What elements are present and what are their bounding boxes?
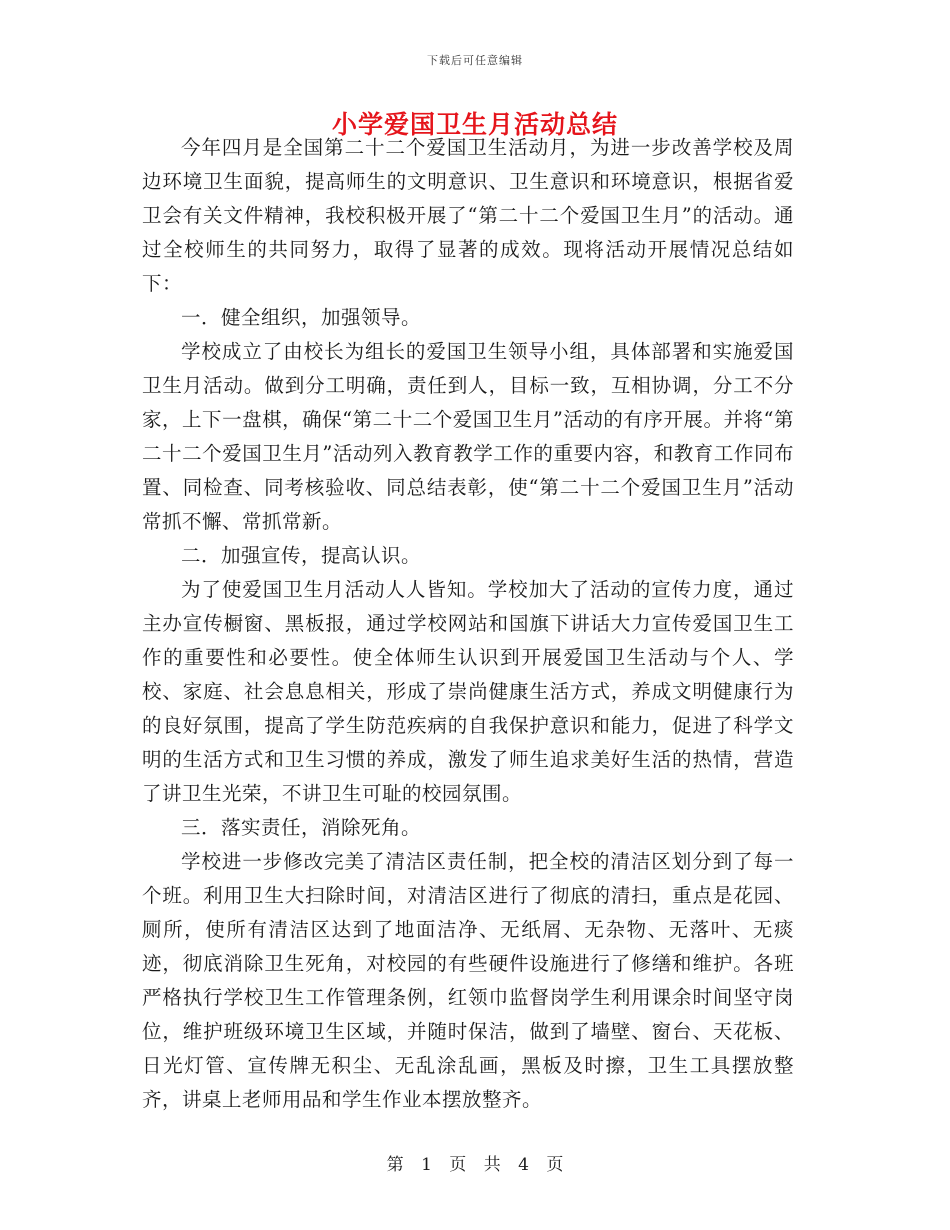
page-footer: [0, 1150, 950, 1175]
paragraph-section-3: 学校进一步修改完美了清洁区责任制，把全校的清洁区划分到了每一个班。利用卫生大扫除时间，对清洁区进行了彻底的清扫，重点是花园、厕所，使所有清洁区达到了地面洁净、无纸屑、无杂物、无落叶、无痰迹，彻底消除卫生死角，对校园的有些硬件设施进行了修缮和维护。各班严格执行学校卫生工作管理条例，红领巾监督岗学生利用课余时间坚守岗位，维护班级环境卫生区域，并随时保洁，做到了墙壁、窗台、天花板、日光灯管、宣传牌无积尘、无乱涂乱画，黑板及时擦，卫生工具摆放整齐，讲桌上老师用品和学生作业本摆放整齐。: [142, 850, 794, 1111]
section-heading-2: 二．加强宣传，提高认识。: [181, 544, 422, 567]
document-title: 小学爱国卫生月活动总结: [331, 110, 618, 139]
footer-suffix: 页: [546, 1155, 564, 1175]
footer-total-pages: 4: [518, 1155, 529, 1175]
footer-total-word: 共: [483, 1155, 501, 1175]
paragraph-section-2: 为了使爱国卫生月活动人人皆知。学校加大了活动的宣传力度，通过主办宣传橱窗、黑板报，通过学校网站和国旗下讲话大力宣传爱国卫生工作的重要性和必要性。使全体师生认识到开展爱国卫生活动与个人、学校、家庭、社会息息相关，形成了崇尚健康生活方式，养成文明健康行为的良好氛围，提高了学生防范疾病的自我保护意识和能力，促进了科学文明的生活方式和卫生习惯的养成，激发了师生追求美好生活的热情，营造了讲卫生光荣，不讲卫生可耻的校园氛围。: [142, 578, 794, 805]
paragraph-section-1: 学校成立了由校长为组长的爱国卫生领导小组，具体部署和实施爱国卫生月活动。做到分工明确，责任到人，目标一致，互相协调，分工不分家，上下一盘棋，确保“第二十二个爱国卫生月”活动的有序开展。并将“第二十二个爱国卫生月”活动列入教育教学工作的重要内容，和教育工作同布置、同检查、同考核验收、同总结表彰，使“第二十二个爱国卫生月”活动常抓不懈、常抓常新。: [142, 340, 794, 533]
section-heading-3: 三．落实责任，消除死角。: [181, 816, 422, 839]
paragraph-intro: 今年四月是全国第二十二个爱国卫生活动月，为进一步改善学校及周边环境卫生面貌，提高师生的文明意识、卫生意识和环境意识，根据省爱卫会有关文件精神，我校积极开展了“第二十二个爱国卫生月”的活动。通过全校师生的共同努力，取得了显著的成效。现将活动开展情况总结如下：: [142, 136, 794, 295]
section-heading-1: 一．健全组织，加强领导。: [181, 306, 422, 329]
document-body: [142, 131, 794, 1117]
footer-page-word: 页: [449, 1155, 467, 1175]
footer-current-page: 1: [421, 1155, 432, 1175]
page-header-note: 下载后可任意编辑: [427, 54, 523, 67]
footer-prefix: 第: [386, 1155, 404, 1175]
